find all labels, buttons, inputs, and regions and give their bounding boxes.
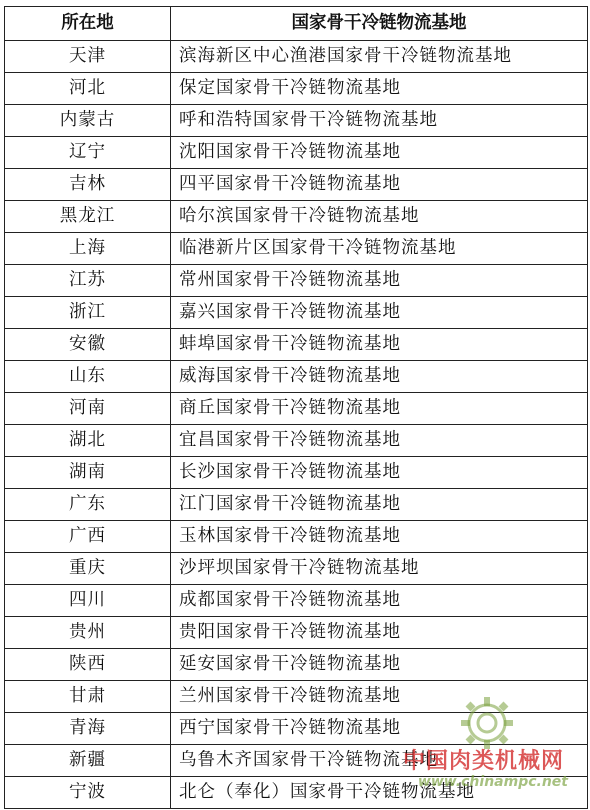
location-cell: 河北 [5, 73, 171, 105]
location-cell: 宁波 [5, 777, 171, 809]
base-name-cell: 商丘国家骨干冷链物流基地 [171, 393, 588, 425]
table-row [5, 745, 588, 777]
table-row [5, 521, 588, 553]
location-cell: 贵州 [5, 617, 171, 649]
location-cell: 四川 [5, 585, 171, 617]
base-name-cell: 临港新片区国家骨干冷链物流基地 [171, 233, 588, 265]
location-cell: 陕西 [5, 649, 171, 681]
location-cell: 新疆 [5, 745, 171, 777]
base-name-cell: 西宁国家骨干冷链物流基地 [171, 713, 588, 745]
header-base: 国家骨干冷链物流基地 [171, 7, 588, 41]
base-name-cell: 常州国家骨干冷链物流基地 [171, 265, 588, 297]
location-cell: 辽宁 [5, 137, 171, 169]
base-name-cell: 滨海新区中心渔港国家骨干冷链物流基地 [171, 41, 588, 73]
location-cell: 甘肃 [5, 681, 171, 713]
watermark-url: www.chinampc.net [417, 774, 568, 790]
location-cell: 湖北 [5, 425, 171, 457]
table-row [5, 297, 588, 329]
location-cell: 黑龙江 [5, 201, 171, 233]
location-cell: 广西 [5, 521, 171, 553]
base-name-cell: 哈尔滨国家骨干冷链物流基地 [171, 201, 588, 233]
header-location: 所在地 [5, 7, 171, 41]
table-row [5, 105, 588, 137]
base-name-cell: 成都国家骨干冷链物流基地 [171, 585, 588, 617]
location-cell: 上海 [5, 233, 171, 265]
table-row [5, 41, 588, 73]
table-row [5, 457, 588, 489]
watermark-text: 中国肉类机械网 [402, 749, 564, 774]
table-row [5, 137, 588, 169]
base-name-cell: 沙坪坝国家骨干冷链物流基地 [171, 553, 588, 585]
table-row [5, 553, 588, 585]
base-name-cell: 沈阳国家骨干冷链物流基地 [171, 137, 588, 169]
location-cell: 山东 [5, 361, 171, 393]
base-name-cell: 江门国家骨干冷链物流基地 [171, 489, 588, 521]
base-name-cell: 贵阳国家骨干冷链物流基地 [171, 617, 588, 649]
base-name-cell: 北仑（奉化）国家骨干冷链物流基地 [171, 777, 588, 809]
base-name-cell: 四平国家骨干冷链物流基地 [171, 169, 588, 201]
location-cell: 吉林 [5, 169, 171, 201]
cold-chain-base-table [4, 6, 588, 809]
base-name-cell: 嘉兴国家骨干冷链物流基地 [171, 297, 588, 329]
location-cell: 湖南 [5, 457, 171, 489]
base-name-cell: 延安国家骨干冷链物流基地 [171, 649, 588, 681]
table-row [5, 777, 588, 809]
table-row [5, 201, 588, 233]
location-cell: 安徽 [5, 329, 171, 361]
table-row [5, 617, 588, 649]
location-cell: 江苏 [5, 265, 171, 297]
base-name-cell: 蚌埠国家骨干冷链物流基地 [171, 329, 588, 361]
table-row [5, 265, 588, 297]
base-name-cell: 威海国家骨干冷链物流基地 [171, 361, 588, 393]
location-cell: 内蒙古 [5, 105, 171, 137]
table-row [5, 713, 588, 745]
location-cell: 青海 [5, 713, 171, 745]
base-name-cell: 玉林国家骨干冷链物流基地 [171, 521, 588, 553]
table-row [5, 329, 588, 361]
location-cell: 河南 [5, 393, 171, 425]
base-name-cell: 兰州国家骨干冷链物流基地 [171, 681, 588, 713]
table-row [5, 425, 588, 457]
table-row [5, 169, 588, 201]
table-row [5, 393, 588, 425]
base-name-cell: 保定国家骨干冷链物流基地 [171, 73, 588, 105]
table-row [5, 73, 588, 105]
table-row [5, 585, 588, 617]
table-row [5, 649, 588, 681]
location-cell: 广东 [5, 489, 171, 521]
base-name-cell: 乌鲁木齐国家骨干冷链物流基地 [171, 745, 588, 777]
table-header-row [5, 7, 588, 41]
table-row [5, 489, 588, 521]
table-row [5, 681, 588, 713]
base-name-cell: 长沙国家骨干冷链物流基地 [171, 457, 588, 489]
table-row [5, 233, 588, 265]
location-cell: 天津 [5, 41, 171, 73]
table-row [5, 361, 588, 393]
location-cell: 重庆 [5, 553, 171, 585]
location-cell: 浙江 [5, 297, 171, 329]
base-name-cell: 宜昌国家骨干冷链物流基地 [171, 425, 588, 457]
base-name-cell: 呼和浩特国家骨干冷链物流基地 [171, 105, 588, 137]
